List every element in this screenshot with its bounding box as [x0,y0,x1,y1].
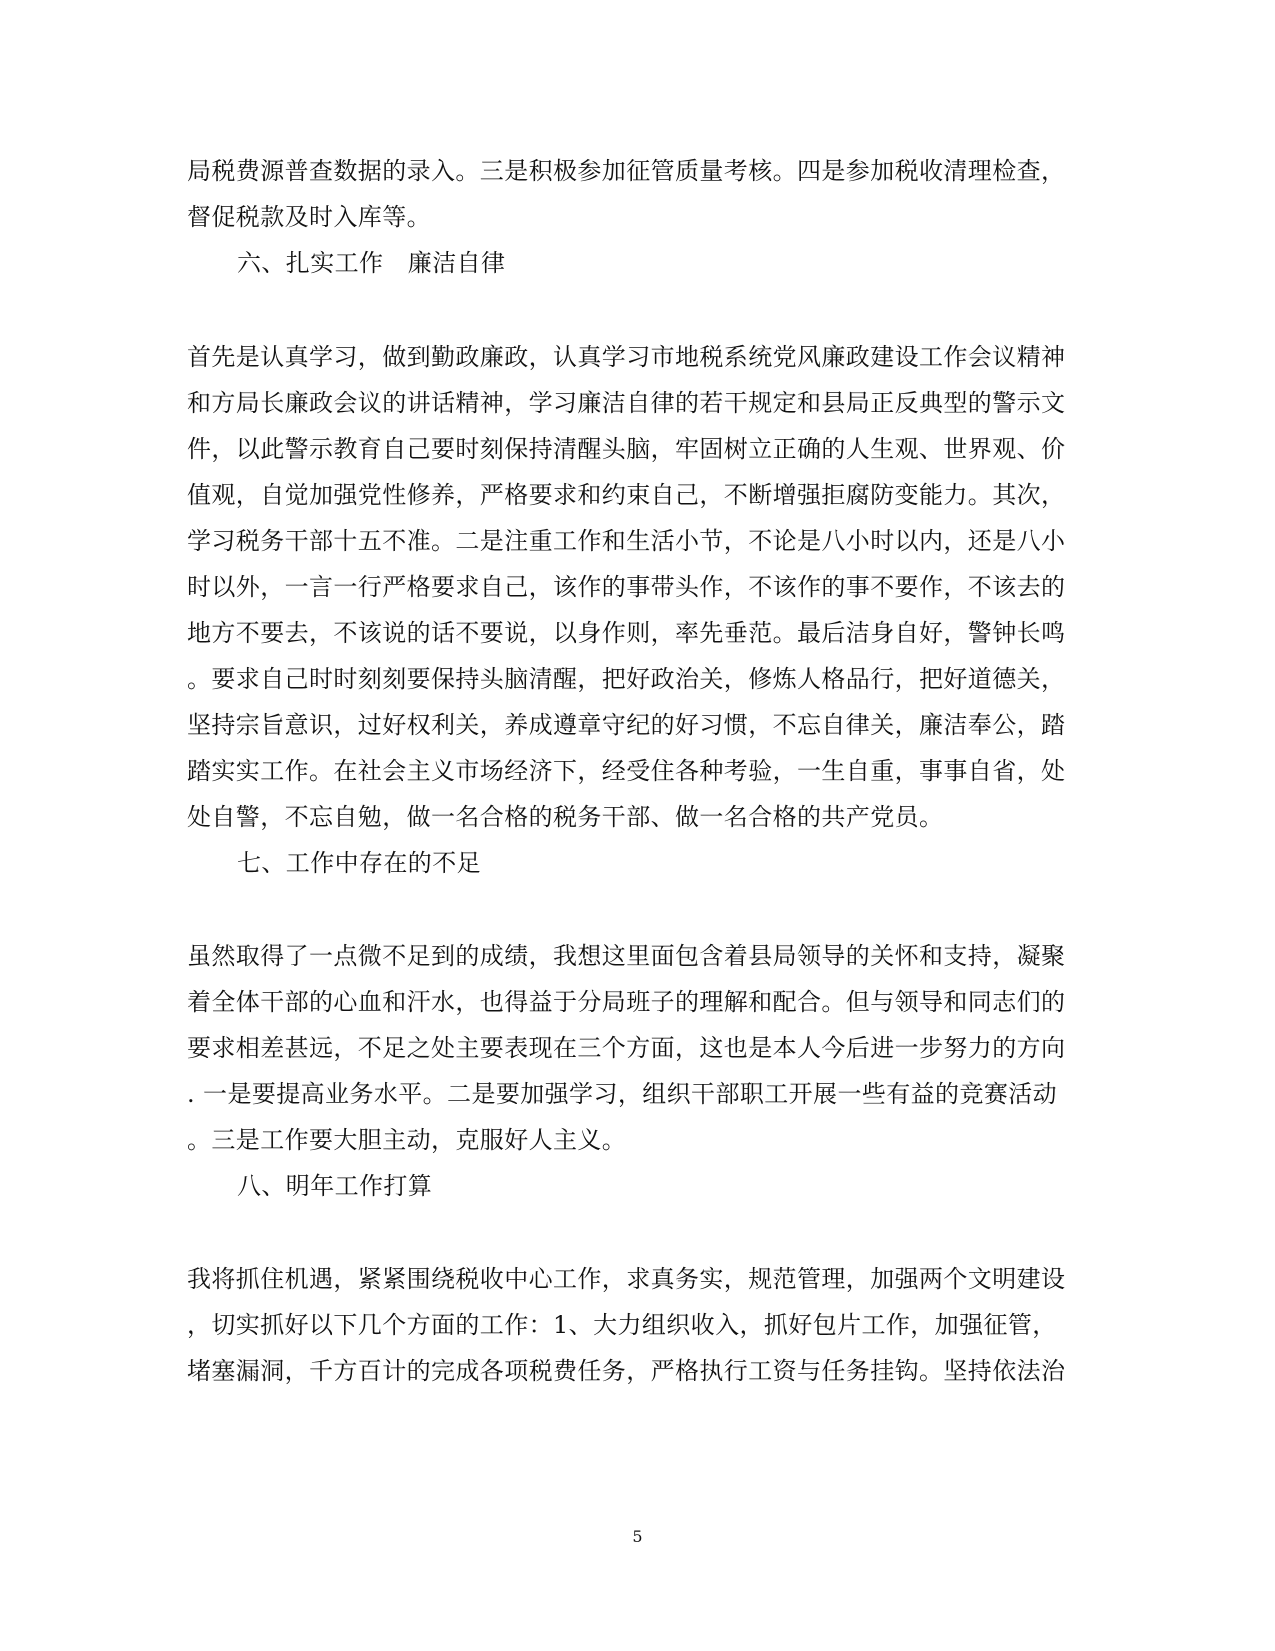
text-line: 虽然取得了一点微不足到的成绩，我想这里面包含着县局领导的关怀和支持，凝聚 [187,942,1066,970]
page-number: 5 [632,1527,643,1546]
text-line: 踏实实工作。在社会主义市场经济下，经受住各种考验，一生自重，事事自省，处 [187,757,1066,785]
text-line: 首先是认真学习，做到勤政廉政，认真学习市地税系统党风廉政建设工作会议精神 [187,343,1066,371]
text-line: 处自警，不忘自勉，做一名合格的税务干部、做一名合格的共产党员。 [187,803,944,831]
text-line: 着全体干部的心血和汗水，也得益于分局班子的理解和配合。但与领导和同志们的 [187,988,1066,1016]
text-line: 和方局长廉政会议的讲话精神，学习廉洁自律的若干规定和县局正反典型的警示文 [187,389,1066,417]
text-line: 局税费源普查数据的录入。三是积极参加征管质量考核。四是参加税收清理检查， [187,157,1066,185]
text-line: 学习税务干部十五不准。二是注重工作和生活小节，不论是八小时以内，还是八小 [187,527,1066,555]
text-line: 地方不要去，不该说的话不要说，以身作则，率先垂范。最后洁身自好，警钟长鸣 [187,619,1066,647]
text-line: 。要求自己时时刻刻要保持头脑清醒，把好政治关，修炼人格品行，把好道德关， [187,665,1066,693]
text-line: 坚持宗旨意识，过好权利关，养成遵章守纪的好习惯，不忘自律关，廉洁奉公，踏 [187,711,1066,739]
section-heading: 八、明年工作打算 [237,1172,433,1200]
text-line: 要求相差甚远，不足之处主要表现在三个方面，这也是本人今后进一步努力的方向 [187,1034,1066,1062]
text-line: ，切实抓好以下几个方面的工作：1、大力组织收入，抓好包片工作，加强征管， [187,1311,1057,1339]
section-heading: 七、工作中存在的不足 [237,849,481,877]
text-line: 。三是工作要大胆主动，克服好人主义。 [187,1126,627,1154]
text-line: 时以外，一言一行严格要求自己，该作的事带头作，不该作的事不要作，不该去的 [187,573,1066,601]
text-line: 件，以此警示教育自己要时刻保持清醒头脑，牢固树立正确的人生观、世界观、价 [187,435,1066,463]
text-line: 督促税款及时入库等。 [187,203,431,231]
text-line: 值观，自觉加强党性修养，严格要求和约束自己，不断增强拒腐防变能力。其次， [187,481,1066,509]
text-line: 堵塞漏洞，千方百计的完成各项税费任务，严格执行工资与任务挂钩。坚持依法治 [187,1357,1066,1385]
text-line: 我将抓住机遇，紧紧围绕税收中心工作，求真务实，规范管理，加强两个文明建设 [187,1265,1066,1293]
text-line: . 一是要提高业务水平。二是要加强学习，组织干部职工开展一些有益的竞赛活动 [187,1080,1058,1108]
section-heading: 六、扎实工作 廉洁自律 [237,249,506,277]
